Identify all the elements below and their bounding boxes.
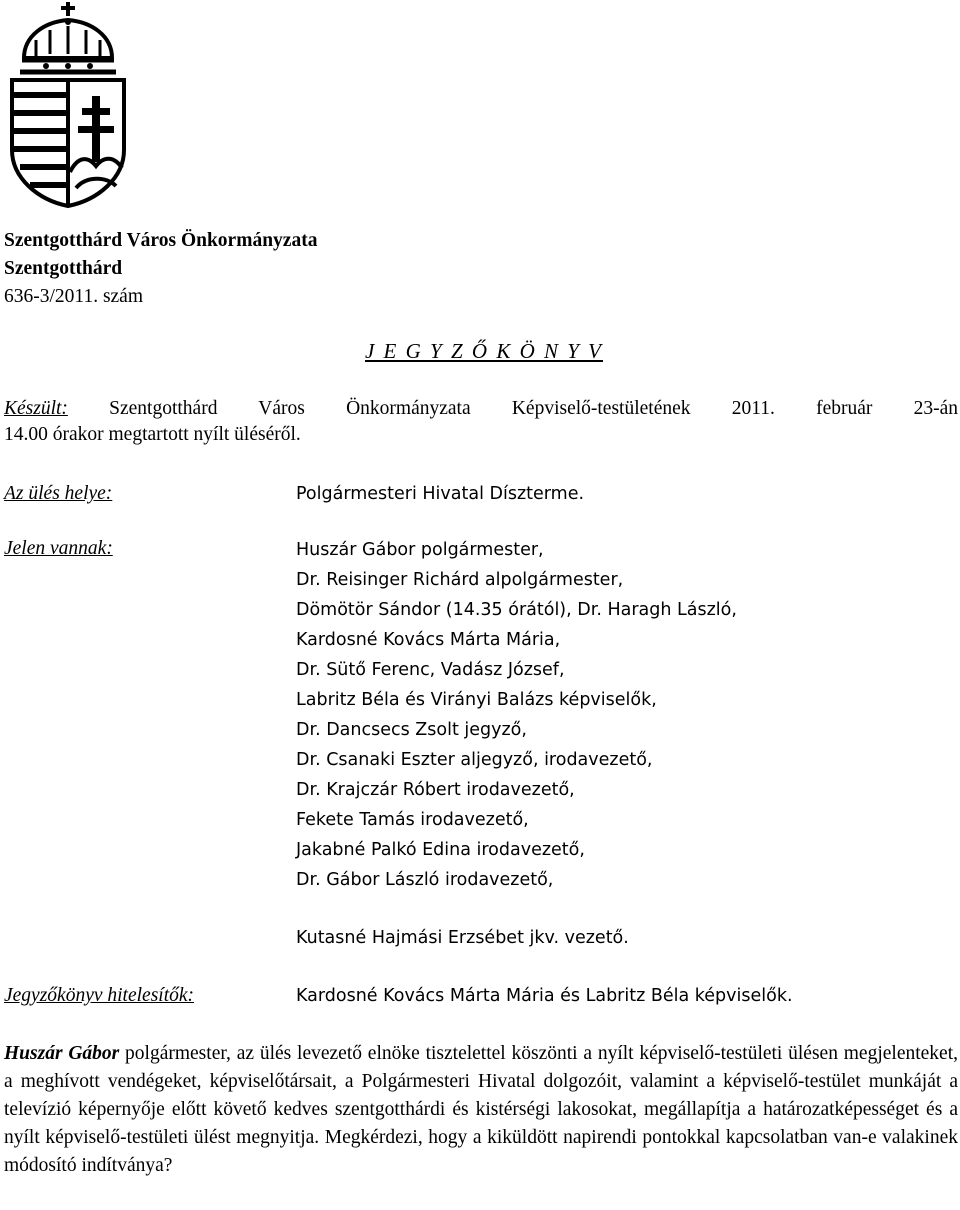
list-item: Fekete Tamás irodavezető, [296, 810, 529, 830]
list-item: Jakabné Palkó Edina irodavezető, [296, 840, 585, 860]
verifiers-value: Kardosné Kovács Márta Mária és Labritz Béla képviselők. [296, 986, 793, 1006]
opening-paragraph [4, 1040, 958, 1180]
list-item: Dr. Sütő Ferenc, Vadász József, [296, 660, 565, 680]
list-item: Dr. Dancsecs Zsolt jegyző, [296, 720, 527, 740]
attendee-list [296, 535, 946, 895]
list-item: Dr. Csanaki Eszter aljegyző, irodavezető, [296, 750, 653, 770]
made-text-line1: Szentgotthárd Város Önkormányzata Képviselő-testületének 2011. február 23-án [109, 398, 958, 419]
organization-name: Szentgotthárd Város Önkormányzata [4, 230, 318, 251]
list-item: Huszár Gábor polgármester, [296, 540, 544, 560]
made-label: Készült: [4, 398, 68, 419]
city-name: Szentgotthárd [4, 258, 123, 279]
list-item: Kardosné Kovács Márta Mária, [296, 630, 561, 650]
venue-value: Polgármesteri Hivatal Díszterme. [296, 484, 585, 504]
document-title: J E G Y Z Ő K Ö N Y V [364, 339, 604, 363]
recorder: Kutasné Hajmási Erzsébet jkv. vezető. [296, 928, 629, 948]
list-item: Dr. Gábor László irodavezető, [296, 870, 554, 890]
list-item: Dr. Reisinger Richárd alpolgármester, [296, 570, 624, 590]
list-item: Dr. Krajczár Róbert irodavezető, [296, 780, 575, 800]
list-item: Labritz Béla és Virányi Balázs képviselők, [296, 690, 657, 710]
coat-of-arms-icon [6, 0, 130, 208]
venue-label: Az ülés helye: [4, 483, 113, 504]
verifiers-label: Jegyzőkönyv hitelesítők: [4, 985, 195, 1006]
paragraph-text: polgármester, az ülés levezető elnöke tisztelettel köszönti a nyílt képviselő-testületi ülésen megjelenteket, a meghívott vendégeket, képviselőtársait, a Polgármesteri Hivatal dolgozóit, valamint a képviselő-testület munkáját a televízió képernyője előtt követő kedves szentgotthárdi és kistérségi lakosokat, megállapítja a határozatképességet és a nyílt képviselő-testületi ülést megnyitja. Megkérdezi, hogy a kiküldött napirendi pontokkal kapcsolatban van-e valakinek módosító indítványa? [4, 1043, 958, 1176]
list-item: Dömötör Sándor (14.35 órától), Dr. Haragh László, [296, 600, 737, 620]
document-number: 636-3/2011. szám [4, 286, 144, 307]
speaker-name: Huszár Gábor [4, 1043, 120, 1064]
document-header [4, 227, 944, 311]
made-section [4, 396, 958, 448]
made-text-line2: 14.00 órakor megtartott nyílt üléséről. [4, 424, 301, 445]
present-label: Jelen vannak: [4, 538, 113, 559]
